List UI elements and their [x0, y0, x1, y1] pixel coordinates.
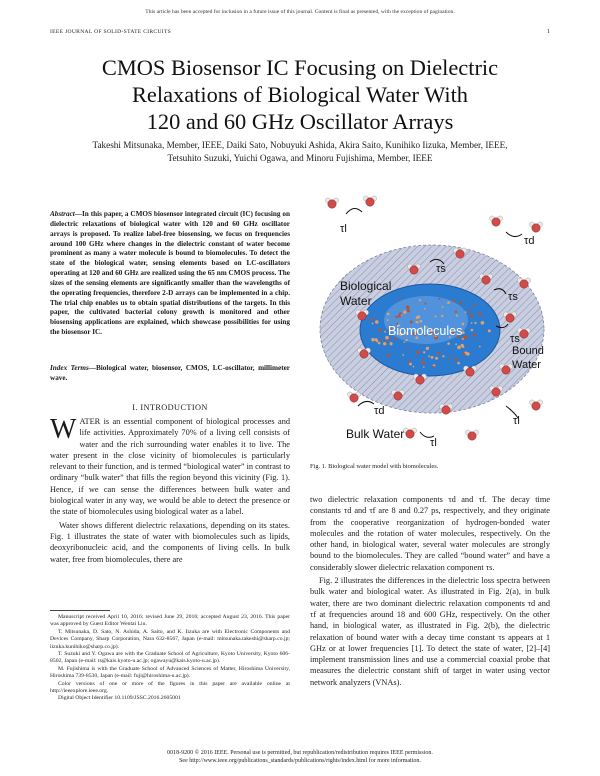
biomolecule-particle	[390, 342, 393, 345]
biomolecule-particle	[416, 351, 420, 355]
biomolecule-particle	[432, 366, 434, 368]
biomolecule-particle	[371, 318, 374, 321]
biomolecule-particle	[442, 348, 444, 350]
biomolecule-particle	[441, 315, 443, 317]
rotation-arrow	[420, 432, 434, 437]
biomolecule-particle	[447, 301, 450, 304]
footnote: M. Fujishima is with the Graduate School of Advanced Sciences of Matter, Hiroshima University, Hiroshima 739-8530, Japan (e-mail: fuji@hiroshima-u.ac.jp).	[50, 665, 290, 680]
biomolecule-particle	[387, 354, 390, 357]
biomolecule-particle	[383, 342, 386, 345]
abstract	[50, 210, 290, 338]
biomolecule-particle	[435, 315, 437, 317]
biomolecule-particle	[459, 302, 462, 305]
footnote-rule	[50, 610, 110, 611]
biomolecule-particle	[431, 356, 434, 359]
paper-title	[40, 54, 560, 135]
author-list	[40, 139, 560, 165]
biomolecule-particle	[415, 321, 417, 323]
biomolecule-particle	[408, 360, 411, 363]
biomolecule-particle	[455, 343, 457, 345]
biomolecule-particle	[437, 352, 440, 355]
biomolecule-particle	[399, 299, 401, 301]
footnotes	[50, 614, 290, 703]
biomolecule-particle	[488, 329, 491, 332]
biomolecule-particle	[463, 336, 465, 338]
biomolecule-particle	[421, 358, 423, 360]
footnote: T. Mitsunaka, D. Sato, N. Ashida, A. Saito, and K. Iizuka are with Electronic Components and Devices Company, Sharp Corporation, Nara 632-8567, Japan (e-mail: mitsunaka.takeshi@sharp.co.jp; iizuka.kunihiko@sharp.co.jp).	[50, 628, 290, 650]
footnote: Color versions of one or more of the figures in this paper are available online at http://ieeexplore.ieee.org.	[50, 680, 290, 695]
author-line: Takeshi Mitsunaka, Member, IEEE, Daiki Sato, Nobuyuki Ashida, Akira Saito, Kunihiko Iizuka, Member, IEEE,	[92, 140, 508, 150]
acceptance-notice: This article has been accepted for inclusion in a future issue of this journal. Content is final as presented, with the exception of pagination.	[145, 9, 455, 15]
biomolecule-particle	[473, 334, 476, 337]
section-heading: I. INTRODUCTION	[132, 403, 208, 412]
figure-caption: Fig. 1. Biological water model with biomolecules.	[310, 463, 439, 470]
biomolecule-particle	[423, 351, 425, 353]
biomolecule-particle	[478, 313, 481, 316]
biomolecule-particle	[442, 306, 444, 308]
footnote: Manuscript received April 10, 2016; revised June 29, 2016; accepted August 23, 2016. This paper was approved by Guest Editor Wentai Liu.	[50, 614, 290, 628]
tau-s-label: τs	[436, 263, 446, 275]
tau-l-label: τl	[430, 437, 437, 449]
label-water: Water	[340, 294, 372, 308]
drop-cap: W	[50, 414, 77, 445]
biological-water-figure	[310, 184, 550, 454]
water-molecule	[403, 428, 416, 438]
biomolecule-particle	[387, 313, 390, 316]
biomolecule-particle	[455, 311, 457, 313]
water-molecule	[363, 196, 376, 206]
tau-d-label: τd	[524, 235, 535, 247]
biomolecule-particle	[407, 309, 410, 312]
abstract-text: —In this paper, a CMOS biosensor integrated circuit (IC) focusing on dielectric relaxations of biological water with 120 and 60 GHz oscillator arrays is proposed. To realize label-free biosensing, we focus on frequencies around 100 GHz where changes in the dielectric constant of water become prominent as many a water molecule is bound to biomolecules. To detect the state of the biological water, sensing elements based on LC-oscillators operating at 120 and 60 GHz are realized using the 65 nm CMOS process. The sizes of the sensing elements are significantly smaller than the wavelengths of the operating frequencies, therefore 2-D arrays can be implemented in a chip. The trial chip enables us to obtain spatial distributions of the targets. In this paper, the cultivated bacterial colony growth is monitored and other biosensing applications are explained, which showcase possibilities for using the biosensor IC.	[50, 210, 290, 337]
biomolecule-particle	[452, 300, 455, 303]
water-molecule	[529, 400, 542, 410]
biomolecule-particle	[438, 298, 440, 300]
biomolecule-particle	[461, 344, 464, 347]
biomolecule-particle	[426, 347, 429, 350]
water-molecule	[489, 216, 502, 226]
title-line: 120 and 60 GHz Oscillator Arrays	[146, 109, 454, 134]
label-biomolecules: Biomolecules	[388, 324, 463, 338]
footnote: T. Suzuki and Y. Ogawa are with the Graduate School of Agriculture, Kyoto University, Kyoto 606-8502, Japan (e-mail: ts@kais.kyoto-u.ac.jp; ogawayu@kais.kyoto-u.ac.jp).	[50, 651, 290, 665]
right-column-body	[310, 494, 550, 688]
biomolecule-particle	[378, 342, 381, 345]
label-bulk-water: Bulk Water	[346, 427, 405, 441]
biomolecule-particle	[474, 322, 476, 324]
biomolecule-particle	[410, 320, 413, 323]
copyright-line: 0018-9200 © 2016 IEEE. Personal use is permitted, but republication/redistribution requires IEEE permission.	[167, 750, 433, 756]
biomolecule-particle	[371, 338, 375, 342]
abstract-lead: Abstract	[50, 210, 75, 218]
biomolecule-particle	[387, 339, 389, 341]
biomolecule-particle	[375, 320, 378, 323]
biomolecule-particle	[372, 323, 374, 325]
biomolecule-particle	[473, 305, 475, 307]
water-molecule	[529, 222, 542, 232]
biomolecule-particle	[457, 362, 460, 365]
copyright-footer	[0, 749, 600, 765]
tau-s-label: τs	[508, 291, 518, 303]
biomolecule-particle	[449, 357, 451, 359]
biomolecule-particle	[403, 310, 406, 313]
biomolecule-particle	[408, 347, 410, 349]
biomolecule-particle	[420, 320, 423, 323]
biomolecule-particle	[402, 354, 404, 356]
tau-s-label: τs	[510, 333, 520, 345]
label-biological: Biological	[340, 279, 392, 293]
running-head: IEEE JOURNAL OF SOLID-STATE CIRCUITS	[50, 29, 172, 35]
biomolecule-particle	[481, 321, 485, 325]
tau-d-label: τd	[374, 405, 385, 417]
biomolecule-particle	[395, 316, 397, 318]
biomolecule-particle	[422, 361, 425, 364]
label-bound-water: Water	[512, 359, 541, 371]
biomolecule-particle	[378, 329, 381, 332]
biomolecule-particle	[419, 299, 421, 301]
introduction-body	[50, 416, 290, 565]
biomolecule-particle	[424, 308, 426, 310]
body-paragraph: Fig. 2 illustrates the differences in the dielectric loss spectra between bulk water and biological water. As illustrated in Fig. 2(a), in bulk water, there are two dominant dielectric relaxation components τd and τf at frequencies around 18 and 600 GHz, respectively. On the other hand, in biological water, as illustrated in Fig. 2(b), the dielectric relaxation of bound water with a decay time constant τs appears at 1 GHz or at lower frequencies [1]. To detect the state of water, [2]–[4] implement transmission lines and use a commercial coaxial probe that measures the dielectric constant shift of target in water using vector network analyzers (VNAs).	[310, 576, 550, 687]
title-line: Relaxations of Biological Water With	[132, 82, 468, 107]
biomolecule-particle	[447, 342, 450, 345]
biomolecule-particle	[470, 314, 473, 317]
biomolecule-particle	[423, 366, 425, 368]
biomolecule-particle	[463, 353, 466, 356]
biomolecule-particle	[424, 302, 426, 304]
index-terms-lead: Index Terms	[50, 364, 89, 372]
biomolecule-particle	[428, 355, 430, 357]
body-paragraph: two dielectric relaxation components τd and τf. The decay time constants τd and τf are 8 and 0.27 ps, respectively, and they originate from the cooperative reorganization of hydrogen-bonded water molecules and the rotation of water molecules, respectively. On the other hand, in biological water, several water molecules are strongly bound to the biomolecules. They are called “bound water” and have a considerably slower dielectric relaxation component τs.	[310, 495, 550, 572]
biomolecule-particle	[404, 341, 406, 343]
intro-paragraph: Water shows different dielectric relaxations, depending on its states. Fig. 1 illustrates the state of water with biomolecules such as lipids, deoxyribonucleic acid, and the components of living cells. In bulk water, free from biomolecules, there are	[50, 520, 290, 564]
biomolecule-particle	[457, 346, 461, 350]
tau-l-label: τl	[513, 415, 520, 427]
biomolecule-particle	[406, 305, 410, 309]
biomolecule-particle	[442, 355, 444, 357]
biomolecule-particle	[416, 316, 419, 319]
rotation-arrow	[346, 208, 362, 214]
biomolecule-particle	[384, 331, 386, 333]
biomolecule-particle	[376, 340, 379, 343]
tau-l-label: τl	[340, 223, 347, 235]
biomolecule-particle	[454, 358, 457, 361]
biomolecule-particle	[435, 357, 438, 360]
page-number: 1	[547, 29, 550, 35]
footnote: Digital Object Identifier 10.1109/JSSC.2016.2605001	[58, 695, 181, 702]
biomolecule-particle	[456, 315, 458, 317]
biomolecule-particle	[467, 309, 469, 311]
biomolecule-particle	[479, 346, 481, 348]
author-line: Tetsuhito Suzuki, Yuichi Ogawa, and Minoru Fujishima, Member, IEEE	[167, 153, 433, 163]
biomolecule-particle	[387, 319, 389, 321]
rights-link-line[interactable]: See http://www.ieee.org/publications_standards/publications/rights/index.html for more information.	[179, 758, 421, 764]
index-terms	[50, 364, 290, 384]
index-terms-text: —Biological water, biosensor, CMOS, LC-oscillator, millimeter wave.	[50, 364, 290, 382]
water-molecule	[347, 392, 360, 402]
rotation-arrow	[506, 406, 518, 418]
biomolecule-particle	[380, 339, 382, 341]
biomolecule-particle	[399, 312, 402, 315]
water-molecule	[465, 430, 478, 440]
rotation-arrow	[506, 232, 522, 237]
biomolecule-particle	[471, 329, 474, 332]
intro-paragraph	[50, 416, 290, 518]
biomolecule-particle	[405, 339, 407, 341]
intro-paragraph-text: ATER is an essential component of biological processes and life activities. Approximately 70% of a living cell consists of water and the rich surrounding water enables it to live. The water present in the close vicinity of biomolecules is particularly relevant to their function, and is termed “biological water” in contrast to ordinary “bulk water” that fills the region beyond this vicinity (Fig. 1). Hence, if we can sense the differences between bulk water and biological water in any way, we would be able to detect the presence or the state of biomolecules using biological water as a label.	[50, 417, 290, 517]
biomolecule-particle	[471, 322, 473, 324]
rotation-arrow	[358, 401, 374, 406]
biomolecule-particle	[465, 311, 467, 313]
biomolecule-particle	[413, 366, 415, 368]
title-line: CMOS Biosensor IC Focusing on Dielectric	[101, 55, 499, 80]
water-molecule	[325, 198, 338, 208]
biomolecule-particle	[389, 339, 391, 341]
label-bound: Bound	[512, 345, 544, 357]
